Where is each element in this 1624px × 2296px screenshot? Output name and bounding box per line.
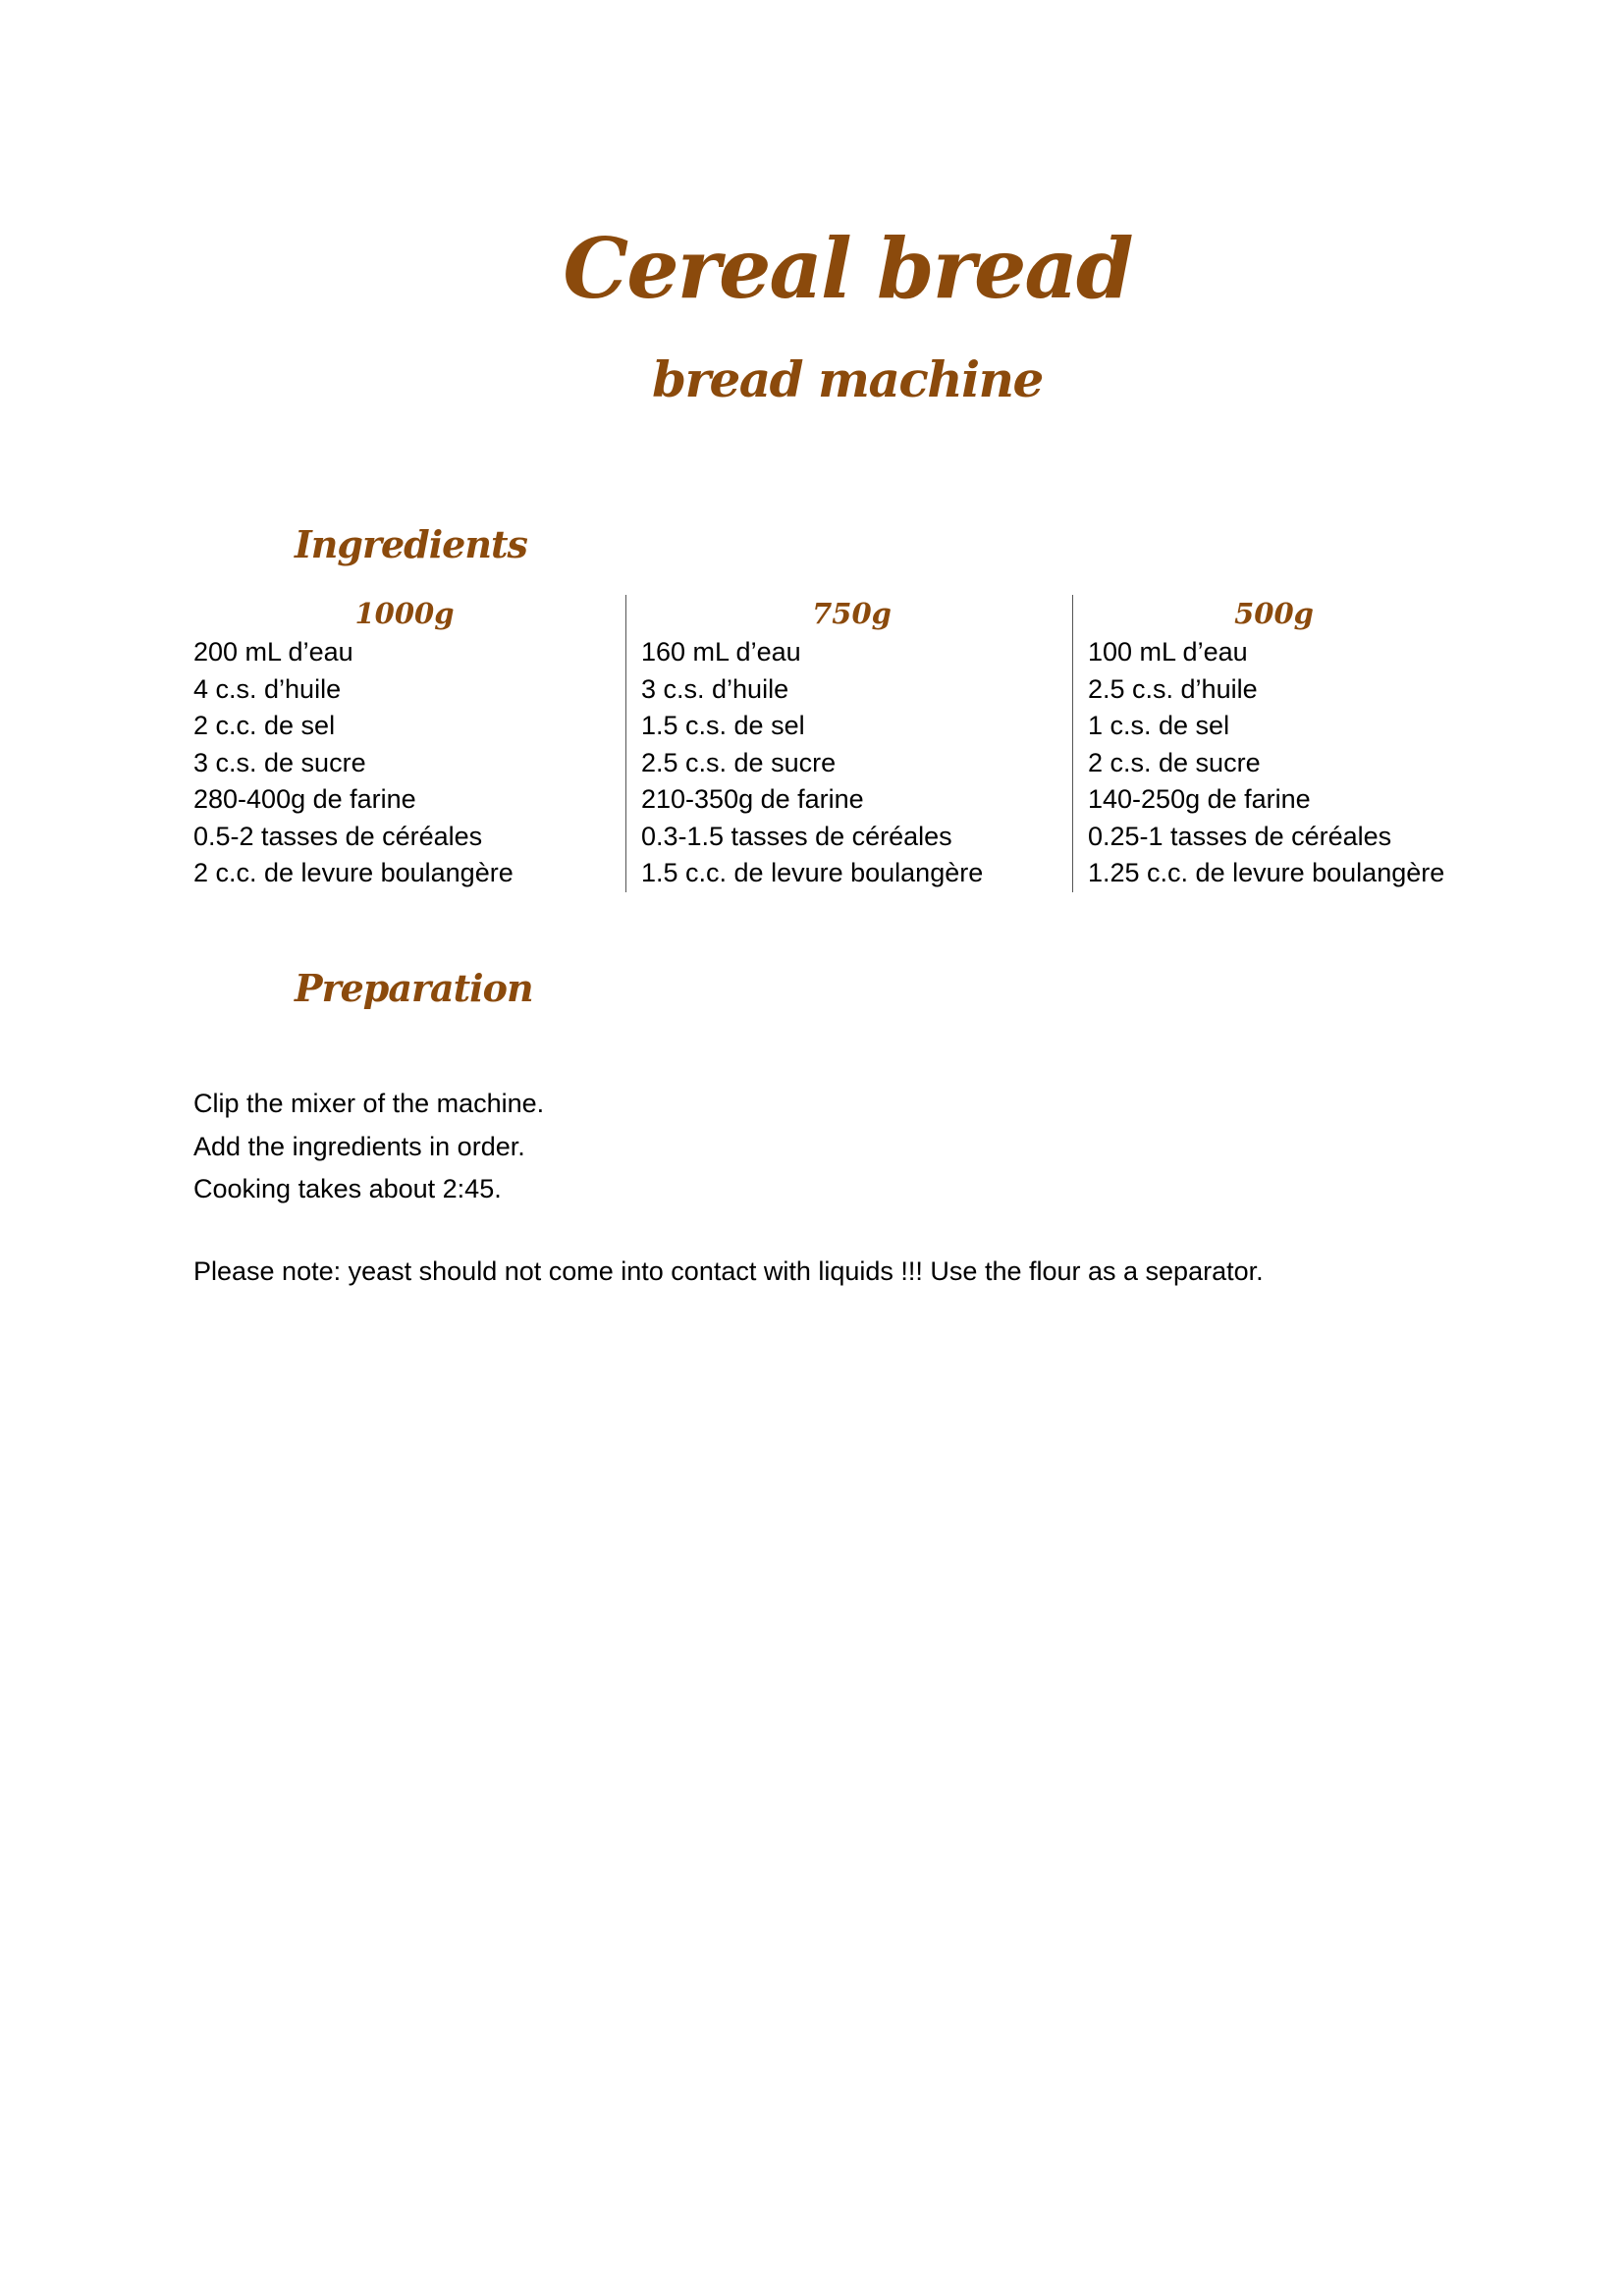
ingredient-list: [641, 634, 1072, 892]
preparation-step: Add the ingredients in order.: [193, 1131, 525, 1161]
ingredient-item: 1.5 c.c. de levure boulangère: [641, 858, 984, 887]
ingredient-item: 280-400g de farine: [193, 784, 416, 814]
ingredients-column-1000g: [193, 595, 625, 892]
ingredients-table: [193, 595, 1470, 892]
ingredient-item: 0.3-1.5 tasses de céréales: [641, 821, 952, 851]
preparation-step: Clip the mixer of the machine.: [193, 1089, 545, 1118]
ingredient-item: 4 c.s. d’huile: [193, 673, 342, 704]
ingredient-item: 140-250g de farine: [1088, 784, 1311, 814]
ingredient-item: 2.5 c.s. d’huile: [1088, 673, 1258, 704]
page-title: Cereal bread: [563, 220, 1132, 317]
ingredient-list: [1088, 634, 1470, 892]
ingredient-item: 210-350g de farine: [641, 784, 864, 814]
preparation-steps: [193, 1083, 544, 1211]
ingredient-list: [193, 634, 625, 892]
preparation-step: Cooking takes about 2:45.: [193, 1174, 502, 1203]
ingredient-item: 1.5 c.s. de sel: [641, 711, 805, 740]
preparation-note: Please note: yeast should not come into contact with liquids !!! Use the flour as a separator.: [193, 1256, 1264, 1286]
column-heading: 750g: [812, 597, 892, 630]
ingredient-item: 1 c.s. de sel: [1088, 711, 1230, 740]
ingredient-item: 2.5 c.s. de sucre: [641, 747, 837, 777]
ingredient-item: 3 c.s. de sucre: [193, 747, 366, 777]
column-heading: 500g: [1234, 597, 1314, 630]
ingredient-item: 0.5-2 tasses de céréales: [193, 821, 483, 851]
ingredients-column-750g: [625, 595, 1072, 892]
ingredients-heading: Ingredients: [295, 522, 527, 566]
ingredient-item: 3 c.s. d’huile: [641, 673, 789, 704]
column-heading: 1000g: [354, 597, 455, 630]
ingredient-item: 100 mL d’eau: [1088, 637, 1248, 667]
ingredient-item: 200 mL d’eau: [193, 637, 353, 667]
ingredient-item: 2 c.c. de levure boulangère: [193, 858, 514, 887]
ingredient-item: 1.25 c.c. de levure boulangère: [1088, 858, 1445, 887]
ingredient-item: 2 c.s. de sucre: [1088, 747, 1261, 777]
ingredient-item: 160 mL d’eau: [641, 637, 801, 667]
ingredient-item: 0.25-1 tasses de céréales: [1088, 821, 1392, 851]
ingredients-column-500g: [1072, 595, 1470, 892]
preparation-heading: Preparation: [295, 966, 533, 1010]
page-subtitle: bread machine: [652, 350, 1043, 408]
ingredient-item: 2 c.c. de sel: [193, 711, 336, 740]
